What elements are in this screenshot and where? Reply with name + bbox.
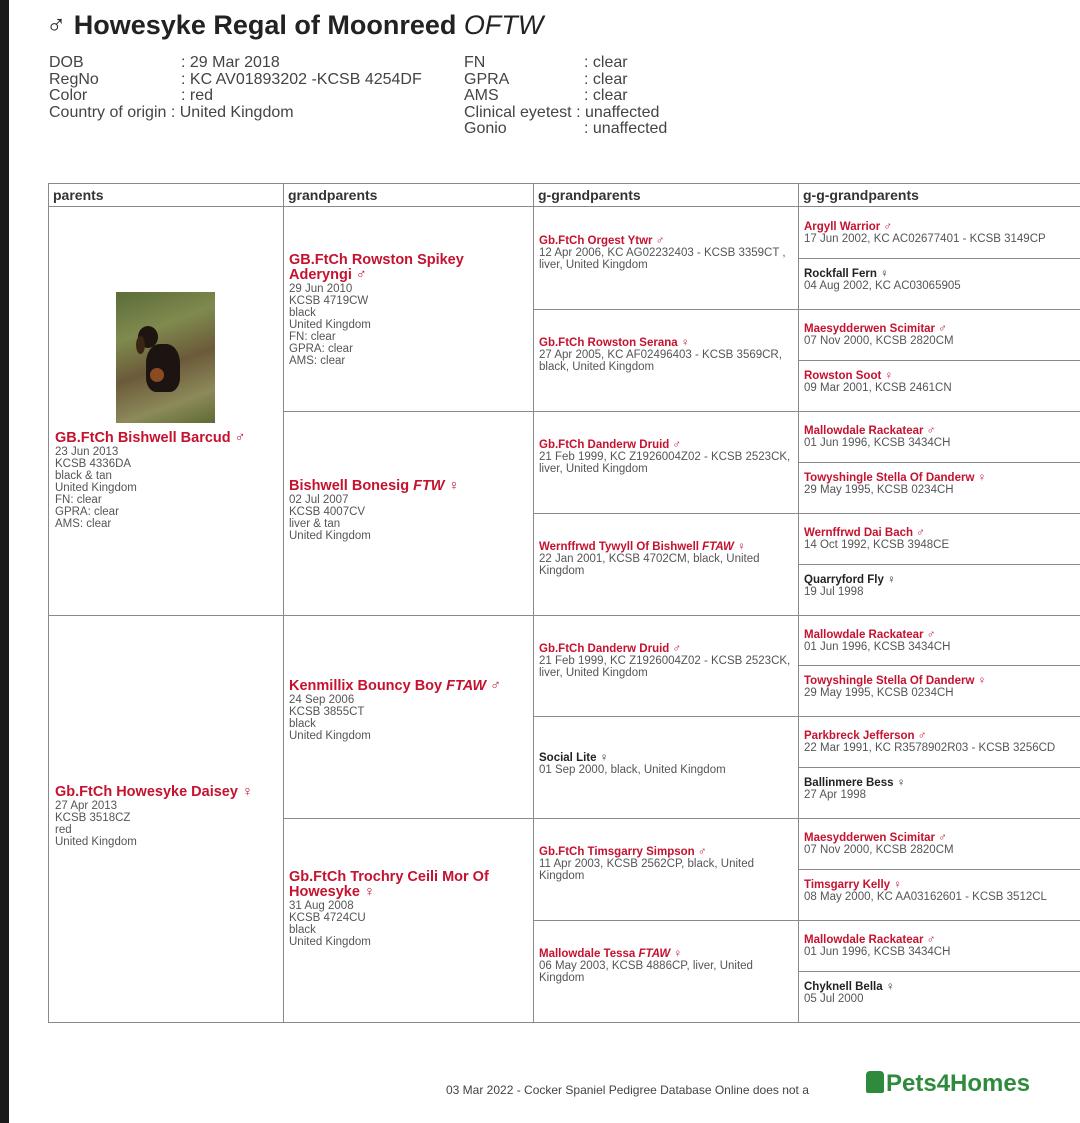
- dog-entry-detail: United Kingdom: [55, 835, 137, 848]
- dog-entry-detail: 22 Jan 2001, KCSB 4702CM, black, United Kingdom: [539, 552, 760, 577]
- dog-title-suffix: FTAW: [638, 948, 671, 961]
- g-grandparent-cell: [539, 235, 791, 271]
- dog-entry-name: [289, 253, 525, 283]
- sex-symbol: ♀: [893, 879, 902, 892]
- dog-entry-detail: 23 Jun 2013: [55, 446, 119, 458]
- sex-symbol: ♀: [885, 981, 895, 994]
- dog-entry-detail: 01 Jun 1996, KCSB 3434CH: [804, 436, 951, 449]
- pedigree-name-link[interactable]: Mallowdale Rackatear: [804, 424, 924, 437]
- g-g-grandparent-cell: [804, 730, 1080, 754]
- sex-symbol: ♀: [680, 336, 690, 349]
- g-g-grandparent-cell: [804, 370, 1080, 394]
- header-g-grandparents: g-grandparents: [538, 187, 641, 203]
- grandparent-cell: [289, 679, 525, 742]
- row-divider: [798, 564, 1080, 565]
- dog-title-suffix: OFTW: [463, 10, 544, 40]
- dog-entry-name: [804, 527, 1080, 539]
- row-divider: [49, 615, 283, 616]
- detail-value: : unaffected: [576, 103, 660, 121]
- detail-row: [464, 72, 667, 89]
- dog-entry-detail: KCSB 4724CU: [289, 912, 366, 925]
- page-title: [46, 10, 543, 41]
- dog-entry-name: [539, 948, 791, 960]
- detail-label: RegNo: [49, 70, 99, 88]
- detail-label: AMS: [464, 87, 499, 104]
- g-grandparent-cell: [539, 439, 791, 475]
- g-g-grandparent-cell: [804, 934, 1080, 958]
- g-g-grandparent-cell: [804, 879, 1080, 903]
- dog-entry-detail: black: [289, 717, 316, 730]
- detail-label: Gonio: [464, 120, 507, 137]
- sex-symbol: ♀: [599, 752, 609, 765]
- detail-value: : unaffected: [584, 120, 668, 137]
- dog-entry-detail: KCSB 4336DA: [55, 458, 132, 470]
- detail-label: Country of origin: [49, 103, 167, 121]
- row-divider: [533, 716, 1080, 717]
- male-symbol: ♂: [46, 10, 67, 40]
- dog-entry-detail: black & tan: [55, 470, 112, 482]
- dog-entry-detail: 02 Jul 2007: [289, 493, 349, 506]
- sex-symbol: ♀: [977, 471, 987, 484]
- g-g-grandparent-cell: [804, 832, 1080, 856]
- row-divider: [798, 767, 1080, 768]
- dog-entry-detail: GPRA: clear: [55, 506, 119, 518]
- detail-row: [49, 55, 422, 72]
- g-g-grandparent-cell: [804, 777, 1080, 801]
- g-g-grandparent-cell: [804, 323, 1080, 347]
- grandparent-cell: [289, 253, 525, 367]
- sex-symbol: ♂: [490, 677, 502, 694]
- dog-entry-name: [804, 730, 1080, 742]
- pedigree-name-link[interactable]: Gb.FtCh Danderw Druid: [539, 438, 670, 451]
- dog-entry-detail: 17 Jun 2002, KC AC02677401 - KCSB 3149CP: [804, 233, 1046, 245]
- dog-entry-name: [804, 981, 1080, 993]
- dog-entry-name: [55, 431, 277, 446]
- dog-entry-name: [804, 879, 1080, 891]
- dog-entry-name: [804, 777, 1080, 789]
- sex-symbol: ♂: [938, 322, 947, 335]
- sex-symbol: ♀: [737, 540, 746, 553]
- details-left: [49, 55, 422, 121]
- detail-label: GPRA: [464, 70, 510, 88]
- dog-entry-detail: liver & tan: [289, 517, 341, 530]
- detail-row: [49, 105, 422, 122]
- sex-symbol: ♂: [697, 846, 707, 859]
- pedigree-name-link[interactable]: Mallowdale Rackatear: [804, 934, 924, 947]
- logo-text: Pets4Homes: [886, 1070, 1031, 1097]
- detail-value: : clear: [584, 70, 628, 88]
- pedigree-name-link[interactable]: Rockfall Fern: [804, 267, 877, 280]
- dog-entry-detail: 21 Feb 1999, KC Z1926004Z02 - KCSB 2523CK, liver, United Kingdom: [539, 450, 791, 475]
- sex-symbol: ♂: [672, 438, 682, 451]
- pedigree-name-link[interactable]: Wernffrwd Dai Bach: [804, 526, 914, 539]
- pedigree-name-link[interactable]: Gb.FtCh Danderw Druid: [539, 642, 670, 655]
- dog-entry-detail: 01 Jun 1996, KCSB 3434CH: [804, 946, 951, 959]
- dog-entry-detail: 04 Aug 2002, KC AC03065905: [804, 279, 961, 292]
- dog-entry-detail: AMS: clear: [55, 518, 112, 530]
- detail-value: : red: [181, 87, 214, 104]
- detail-label: FN: [464, 54, 486, 71]
- dog-entry-name: [539, 541, 791, 553]
- detail-row: [464, 88, 667, 105]
- dog-entry-detail: KCSB 4719CW: [289, 295, 369, 307]
- dog-entry-detail: black: [289, 307, 316, 319]
- g-g-grandparent-cell: [804, 268, 1080, 292]
- detail-value: : clear: [584, 87, 628, 104]
- sex-symbol: ♂: [355, 267, 367, 283]
- dog-entry-name: [804, 425, 1080, 437]
- sex-symbol: ♀: [448, 477, 460, 494]
- dog-entry-detail: 21 Feb 1999, KC Z1926004Z02 - KCSB 2523CK, liver, United Kingdom: [539, 654, 791, 679]
- grandparent-cell: [289, 870, 525, 948]
- column-divider: [283, 184, 284, 1022]
- row-divider: [798, 665, 1080, 666]
- dog-entry-detail: 09 Mar 2001, KCSB 2461CN: [804, 381, 952, 394]
- g-g-grandparent-cell: [804, 425, 1080, 449]
- row-divider: [533, 309, 1080, 310]
- detail-row: [49, 72, 422, 89]
- dog-entry-name: [804, 574, 1080, 586]
- dog-entry-detail: 07 Nov 2000, KCSB 2820CM: [804, 334, 954, 347]
- dog-entry-name: [804, 268, 1080, 280]
- pedigree-name-link[interactable]: Maesydderwen Scimitar: [804, 322, 936, 335]
- dog-entry-name: [55, 785, 277, 800]
- detail-value: : United Kingdom: [170, 103, 294, 121]
- dog-entry-detail: 27 Apr 1998: [804, 789, 867, 802]
- g-g-grandparent-cell: [804, 574, 1080, 598]
- sex-symbol: ♀: [896, 777, 906, 790]
- dog-entry-detail: 14 Oct 1992, KCSB 3948CE: [804, 538, 950, 551]
- dog-entry-detail: 01 Sep 2000, black, United Kingdom: [539, 764, 726, 777]
- details-right: [464, 55, 667, 138]
- pets4homes-paw-icon: [866, 1071, 884, 1093]
- row-divider: [798, 971, 1080, 972]
- row-divider: [533, 920, 1080, 921]
- dog-entry-detail: 05 Jul 2000: [804, 993, 864, 1006]
- dog-entry-detail: 07 Nov 2000, KCSB 2820CM: [804, 844, 954, 857]
- pedigree-name-link[interactable]: GB.FtCh Bishwell Barcud: [55, 430, 231, 446]
- dog-entry-name: [539, 643, 791, 655]
- g-g-grandparent-cell: [804, 629, 1080, 653]
- dog-title-suffix: FTAW: [702, 540, 734, 553]
- dog-entry-name: [289, 479, 525, 494]
- dog-entry-detail: 29 May 1995, KCSB 0234CH: [804, 687, 954, 700]
- detail-label: DOB: [49, 54, 84, 71]
- dog-entry-detail: 11 Apr 2003, KCSB 2562CP, black, United Kingdom: [539, 858, 755, 883]
- dog-entry-detail: black: [289, 924, 316, 937]
- sex-symbol: ♂: [234, 430, 246, 446]
- pedigree-name-link[interactable]: Maesydderwen Scimitar: [804, 832, 936, 845]
- pedigree-table: [48, 183, 1080, 1023]
- dog-entry-name: [289, 679, 525, 694]
- sex-symbol: ♂: [916, 526, 925, 539]
- header-grandparents: grandparents: [288, 187, 378, 203]
- detail-label: Color: [49, 87, 88, 104]
- pedigree-name-link[interactable]: Gb.FtCh Timsgarry Simpson: [539, 846, 695, 859]
- detail-row: [464, 121, 667, 138]
- dog-entry-detail: AMS: clear: [289, 355, 346, 367]
- dog-entry-detail: United Kingdom: [289, 529, 371, 542]
- dog-entry-detail: United Kingdom: [289, 319, 371, 331]
- pedigree-name-link[interactable]: Ballinmere Bess: [804, 777, 894, 790]
- sex-symbol: ♂: [926, 934, 936, 947]
- dog-entry-name: [539, 752, 791, 764]
- dog-entry-detail: United Kingdom: [289, 936, 371, 949]
- dog-entry-name: [804, 675, 1080, 687]
- dog-photo-body: [146, 344, 180, 392]
- sex-symbol: ♀: [884, 369, 894, 382]
- pedigree-name-link[interactable]: Mallowdale Tessa: [539, 948, 636, 961]
- detail-row: [49, 88, 422, 105]
- dog-entry-detail: 31 Aug 2008: [289, 900, 354, 913]
- g-g-grandparent-cell: [804, 527, 1080, 551]
- pedigree-name-link[interactable]: Towyshingle Stella Of Danderw: [804, 675, 975, 688]
- dog-entry-detail: FN: clear: [55, 494, 102, 506]
- g-g-grandparent-cell: [804, 981, 1080, 1005]
- sex-symbol: ♂: [655, 235, 665, 247]
- detail-row: [464, 55, 667, 72]
- dog-title-suffix: FTAW: [446, 677, 487, 694]
- pedigree-name-link[interactable]: GB.FtCh Rowston Spikey Aderyngi: [289, 252, 464, 283]
- sex-symbol: ♀: [880, 267, 889, 280]
- header-parents: parents: [53, 187, 104, 203]
- dog-entry-name: [539, 235, 791, 247]
- dog-entry-detail: 22 Mar 1991, KC R3578902R03 - KCSB 3256CD: [804, 742, 1056, 755]
- dog-entry-detail: 19 Jul 1998: [804, 585, 864, 598]
- dog-entry-detail: United Kingdom: [289, 729, 371, 742]
- dog-entry-name: [804, 323, 1080, 335]
- g-grandparent-cell: [539, 846, 791, 882]
- dog-entry-detail: 08 May 2000, KC AA03162601 - KCSB 3512CL: [804, 891, 1047, 904]
- pets4homes-logo[interactable]: [866, 1070, 1030, 1098]
- sex-symbol: ♂: [926, 424, 936, 437]
- sex-symbol: ♀: [363, 884, 375, 901]
- row-divider: [798, 258, 1080, 259]
- detail-label: Clinical eyetest: [464, 103, 572, 121]
- dog-entry-name: [539, 846, 791, 858]
- row-divider: [798, 869, 1080, 870]
- dog-entry-detail: KCSB 4007CV: [289, 505, 366, 518]
- dog-entry-name: [804, 472, 1080, 484]
- sex-symbol: ♂: [883, 221, 893, 233]
- pedigree-name-link[interactable]: Social Lite: [539, 752, 597, 765]
- g-grandparent-cell: [539, 752, 791, 776]
- g-grandparent-cell: [539, 541, 791, 577]
- header-g-g-grandparents: g-g-grandparents: [803, 187, 919, 203]
- sex-symbol: ♂: [938, 832, 947, 845]
- detail-value: : 29 Mar 2018: [181, 54, 280, 71]
- dog-entry-name: [804, 370, 1080, 382]
- grandparent-cell: [289, 479, 525, 542]
- dog-entry-detail: 12 Apr 2006, KC AG02232403 - KCSB 3359CT , liver, United Kingdom: [539, 247, 786, 271]
- row-divider: [283, 615, 1080, 616]
- dog-name: Howesyke Regal of Moonreed: [73, 10, 457, 40]
- pedigree-name-link[interactable]: Gb.FtCh Orgest Ytwr: [539, 235, 653, 247]
- pedigree-name-link[interactable]: Towyshingle Stella Of Danderw: [804, 471, 975, 484]
- dog-photo: [116, 292, 215, 423]
- sex-symbol: ♀: [241, 783, 253, 800]
- pedigree-name-link[interactable]: Gb.FtCh Howesyke Daisey: [55, 783, 238, 800]
- dog-entry-detail: KCSB 3855CT: [289, 705, 365, 718]
- row-divider: [798, 462, 1080, 463]
- left-edge-bar: [0, 0, 9, 1123]
- pedigree-name-link[interactable]: Kenmillix Bouncy Boy: [289, 677, 443, 694]
- parent-cell: [55, 431, 277, 530]
- dog-entry-name: [804, 934, 1080, 946]
- dog-entry-name: [804, 221, 1080, 233]
- dog-entry-detail: 29 Jun 2010: [289, 283, 353, 295]
- sex-symbol: ♂: [672, 642, 682, 655]
- g-grandparent-cell: [539, 337, 791, 373]
- sex-symbol: ♀: [673, 948, 683, 961]
- dog-entry-detail: 27 Apr 2013: [55, 799, 118, 812]
- dog-title-suffix: FTW: [413, 477, 445, 494]
- dog-entry-detail: United Kingdom: [55, 482, 137, 494]
- pedigree-name-link[interactable]: Parkbreck Jefferson: [804, 730, 915, 743]
- detail-row: [464, 105, 667, 122]
- dog-photo-ear: [136, 336, 145, 354]
- g-grandparent-cell: [539, 643, 791, 679]
- dog-entry-detail: 06 May 2003, KCSB 4886CP, liver, United Kingdom: [539, 960, 753, 985]
- sex-symbol: ♀: [977, 675, 987, 688]
- dog-entry-name: [804, 629, 1080, 641]
- dog-entry-detail: 01 Jun 1996, KCSB 3434CH: [804, 640, 951, 653]
- row-divider: [533, 513, 1080, 514]
- pedigree-name-link[interactable]: Mallowdale Rackatear: [804, 628, 924, 641]
- pedigree-name-link[interactable]: Gb.FtCh Rowston Serana: [539, 336, 678, 349]
- pedigree-name-link[interactable]: Bishwell Bonesig: [289, 477, 410, 494]
- pedigree-name-link[interactable]: Gb.FtCh Trochry Ceili Mor Of Howesyke: [289, 869, 489, 901]
- pedigree-name-link[interactable]: Chyknell Bella: [804, 981, 883, 994]
- dog-entry-detail: red: [55, 823, 72, 836]
- footer-disclaimer: 03 Mar 2022 - Cocker Spaniel Pedigree Database Online does not a: [446, 1083, 809, 1097]
- row-divider: [798, 360, 1080, 361]
- pedigree-name-link[interactable]: Wernffrwd Tywyll Of Bishwell: [539, 540, 699, 553]
- dog-entry-detail: 29 May 1995, KCSB 0234CH: [804, 483, 954, 496]
- dog-entry-name: [539, 337, 791, 349]
- dog-entry-detail: FN: clear: [289, 331, 336, 343]
- g-g-grandparent-cell: [804, 221, 1080, 245]
- dog-entry-detail: 27 Apr 2005, KC AF02496403 - KCSB 3569CR, black, United Kingdom: [539, 348, 782, 373]
- dog-entry-name: [539, 439, 791, 451]
- pedigree-name-link[interactable]: Rowston Soot: [804, 369, 882, 382]
- dog-photo-chest: [150, 368, 164, 382]
- row-divider: [283, 818, 1080, 819]
- pedigree-name-link[interactable]: Timsgarry Kelly: [804, 879, 891, 892]
- sex-symbol: ♀: [887, 573, 896, 586]
- dog-entry-detail: GPRA: clear: [289, 343, 353, 355]
- g-grandparent-cell: [539, 948, 791, 984]
- dog-entry-detail: KCSB 3518CZ: [55, 811, 131, 824]
- detail-value: : KC AV01893202 -KCSB 4254DF: [181, 70, 422, 88]
- sex-symbol: ♂: [917, 730, 927, 743]
- g-g-grandparent-cell: [804, 472, 1080, 496]
- dog-entry-name: [804, 832, 1080, 844]
- row-divider: [283, 411, 1080, 412]
- pedigree-name-link[interactable]: Argyll Warrior: [804, 221, 881, 233]
- header-divider: [49, 206, 1080, 207]
- dog-entry-name: [289, 870, 525, 900]
- parent-cell: [55, 785, 277, 848]
- pedigree-name-link[interactable]: Quarryford Fly: [804, 573, 884, 586]
- detail-value: : clear: [584, 54, 628, 71]
- sex-symbol: ♂: [926, 628, 936, 641]
- dog-entry-detail: 24 Sep 2006: [289, 693, 355, 706]
- g-g-grandparent-cell: [804, 675, 1080, 699]
